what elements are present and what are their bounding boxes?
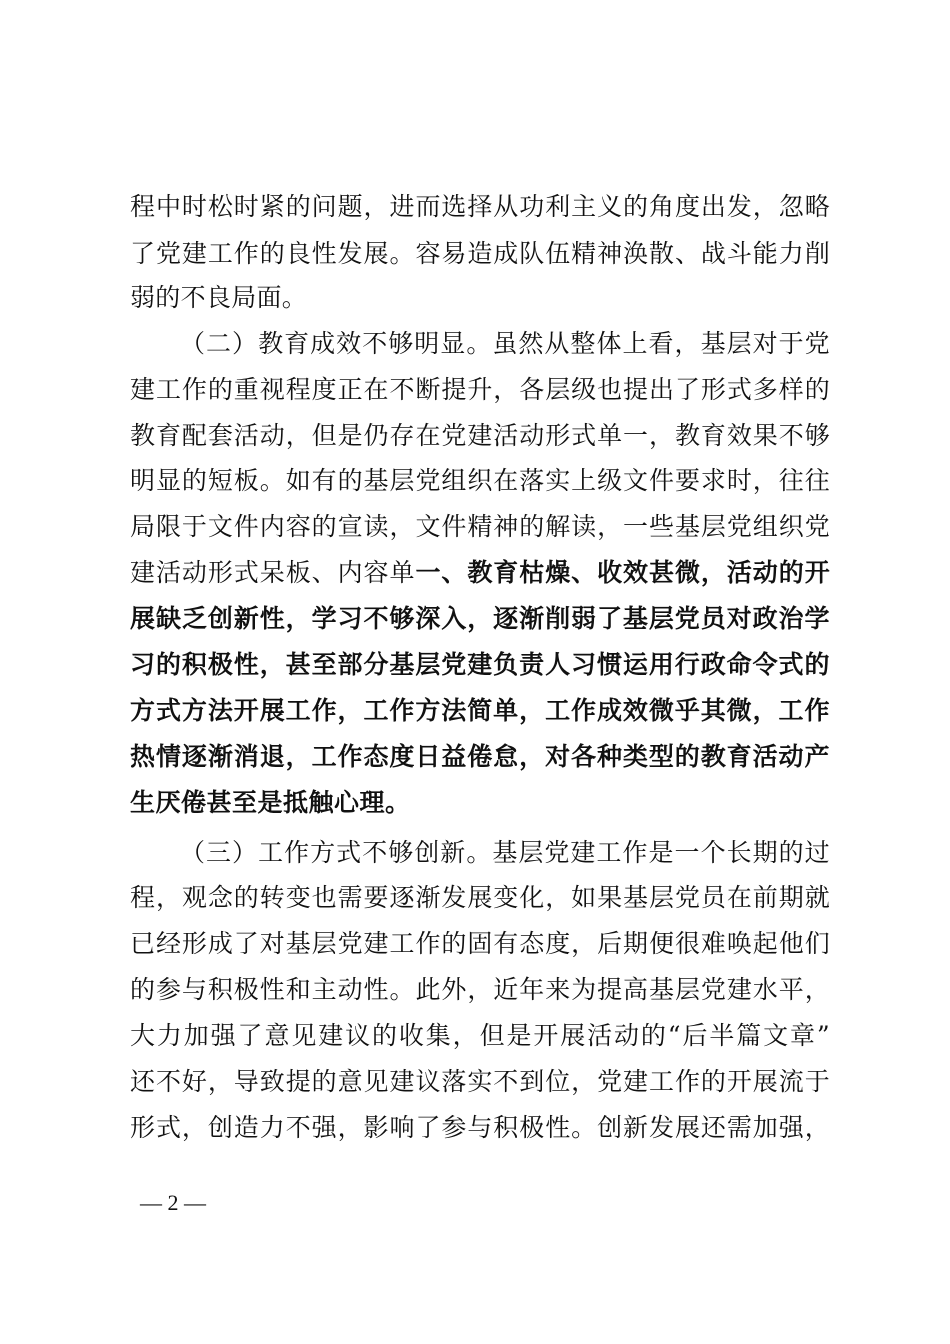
body-text-line: 局限于文件内容的宣读，文件精神的解读，一些基层党组织党 — [130, 512, 830, 541]
section-heading-line: （三）工作方式不够创新。基层党建工作是一个长期的过 — [180, 838, 830, 867]
body-text-line: 了党建工作的良性发展。容易造成队伍精神涣散、战斗能力削 — [130, 239, 830, 268]
body-text-line: 程，观念的转变也需要逐渐发展变化，如果基层党员在前期就 — [130, 883, 830, 912]
bold-text-line: 热情逐渐消退，工作态度日益倦怠，对各种类型的教育活动产 — [130, 742, 830, 771]
bold-text-line: 生厌倦甚至是抵触心理。 — [130, 788, 411, 817]
body-text-line: 还不好，导致提的意见建议落实不到位，党建工作的开展流于 — [130, 1067, 830, 1096]
text-segment-regular: 建活动形式呆板、内容单 — [130, 558, 416, 587]
bold-text-line: 方式方法开展工作，工作方法简单，工作成效微乎其微，工作 — [130, 696, 830, 725]
body-text-line: 弱的不良局面。 — [130, 283, 308, 312]
body-text-line: 大力加强了意见建议的收集，但是开展活动的“后半篇文章” — [130, 1021, 830, 1050]
body-text-line: 建工作的重视程度正在不断提升，各层级也提出了形式多样的 — [130, 375, 830, 404]
bold-text-line: 展缺乏创新性，学习不够深入，逐渐削弱了基层党员对政治学 — [130, 604, 830, 633]
body-text-line: 的参与积极性和主动性。此外，近年来为提高基层党建水平， — [130, 975, 830, 1004]
body-text-line: 教育配套活动，但是仍存在党建活动形式单一，教育效果不够 — [130, 421, 830, 450]
bold-text-line: 习的积极性，甚至部分基层党建负责人习惯运用行政命令式的 — [130, 650, 830, 679]
text-segment-bold: 一、教育枯燥、收效甚微，活动的开 — [415, 558, 830, 587]
body-text-line: 程中时松时紧的问题，进而选择从功利主义的角度出发，忽略 — [130, 192, 830, 221]
page-number: — 2 — — [140, 1190, 206, 1215]
body-text-line: 已经形成了对基层党建工作的固有态度，后期便很难唤起他们 — [130, 929, 830, 958]
mixed-text-line — [130, 552, 830, 594]
section-heading-line: （二）教育成效不够明显。虽然从整体上看，基层对于党 — [180, 329, 830, 358]
body-text-line: 形式，创造力不强，影响了参与积极性。创新发展还需加强， — [130, 1113, 830, 1142]
body-text-line: 明显的短板。如有的基层党组织在落实上级文件要求时，往往 — [130, 466, 830, 495]
